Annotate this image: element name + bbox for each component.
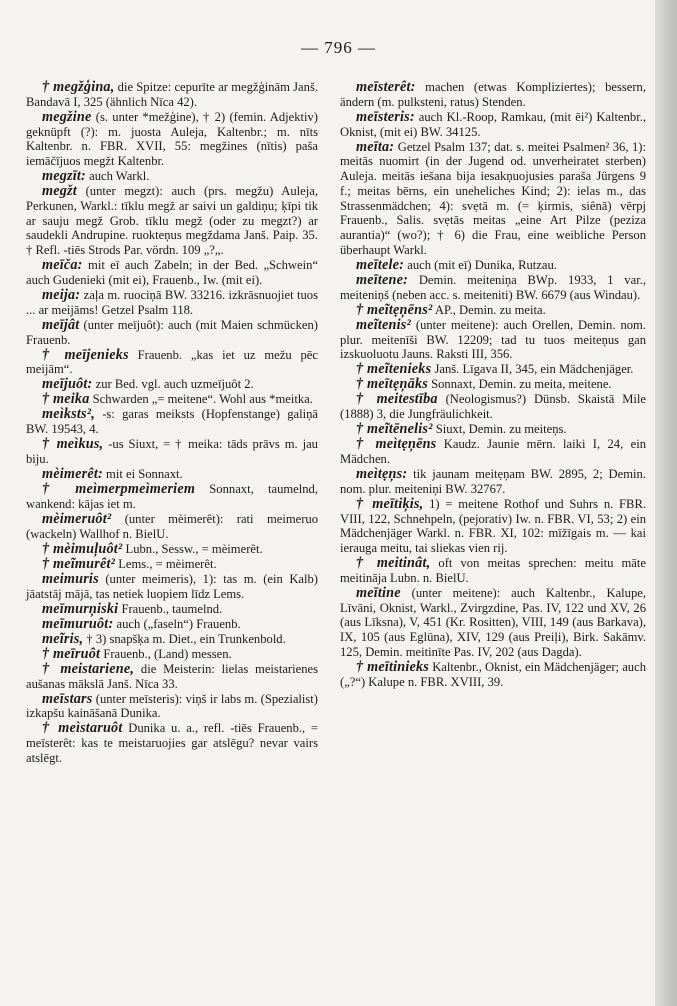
dictionary-entry [340,586,646,660]
entry-text: (unter meimeris), 1): tas m. (ein Kalb) jāatstāj mājā, tas netiek luopiem līdz Lems. [26,571,318,601]
entry-text: die Meisterin: lielas meistarienes aušanas mākslā Janš. Nīca 33. [26,661,318,691]
page-number: — 796 — [301,38,376,57]
dictionary-entry [340,110,646,140]
dictionary-entry [26,407,318,437]
entry-text: Sonnaxt, taumelnd, wankend: kājas iet m. [26,482,318,511]
entry-headword: † meika [42,391,90,408]
entry-headword: † meitestība [356,391,438,408]
entry-headword: meījuôt: [42,376,93,393]
entry-headword: † meītinieks [356,659,430,675]
entry-headword: meija: [42,286,81,303]
entry-text: Kaltenbr., Oknist, ein Mädchenjäger; auch („?“) Kalupe n. FBR. XVIII, 39. [340,660,646,689]
entry-headword: † meītiķis, [356,495,424,512]
entry-headword: meītele: [356,256,405,273]
dictionary-entry [340,140,646,258]
dictionary-entry [26,318,318,348]
entry-text: tik jaunam meitẹņam BW. 2895, 2; Demin. nom. plur. meiteniņi BW. 32767. [340,467,646,496]
dictionary-entry [26,557,318,572]
entry-headword: mèimerêt: [42,466,103,483]
entry-text: Lubn., Sessw., = mèimerêt. [122,541,263,556]
entry-text: Schwarden „= meitene“. Wohl aus *meitka. [89,392,313,407]
entry-headword: † meījenieks [42,346,129,363]
entry-headword: † meìmerpmeìmeriem [42,481,196,498]
entry-headword: meìtẹņs: [356,466,408,483]
entry-headword: megžt [42,183,77,200]
dictionary-entry [340,497,646,556]
dictionary-entry [340,392,646,422]
entry-text: Janš. Līgava II, 345, ein Mädchenjäger. [431,362,634,377]
entry-headword: † meīruôt [42,645,101,662]
entry-text: zur Bed. vgl. auch uzmeījuôt 2. [92,377,254,392]
entry-text: -us Siuxt, = † meika: tāds prāvs m. jau biju. [26,437,318,467]
dictionary-entry [26,110,318,169]
entry-text: (unter meījuôt): auch (mit Maien schmücken) Frauenb. [26,317,318,347]
dictionary-entry [26,467,318,482]
entry-headword: † meĩtēnelis² [356,421,433,438]
dictionary-entry [26,617,318,632]
dictionary-entry [26,348,318,378]
entry-text: (s. unter *mežģine), † 2) (femin. Adjektiv) geknüpft (?): m. juosta Auleja, Kaltenbr.; m. nīts Kaltenbr. n. FBR. XVII, 55: megžines (nītis) paša iemāčījuos megžt Kaltenbr. [26,109,318,169]
dictionary-entry [26,169,318,184]
entry-headword: † meistariene, [42,660,135,677]
entry-text: (unter meīsteris): viņš ir labs m. (Spezialist) izkapšu kaināšanā Dunika. [26,691,318,721]
entry-headword: meīmurņiski [42,600,119,617]
dictionary-entry [26,482,318,512]
right-column [340,80,646,690]
dictionary-entry [26,288,318,318]
entry-text: auch Kl.-Roop, Ramkau, (mit ēi²) Kaltenbr., Oknist, (mit ei) BW. 34125. [340,109,646,139]
entry-headword: meīstars [42,690,93,707]
dictionary-entry [340,362,646,377]
entry-text: † 3) snapšķa m. Diet., ein Trunkenbold. [83,631,286,646]
dictionary-entry [340,303,646,318]
dictionary-entry [26,377,318,392]
entry-headword: megžine [42,108,92,125]
dictionary-entry [340,80,646,110]
entry-headword: meĩris, [42,630,84,647]
entry-text: (unter megzt): auch (prs. megžu) Auleja, Perkunen, Warkl.: tīklu megž ar saivi un galdiņu; ķīpi tik ar sauju megž Grob. tīklu megž (oder zu megzt?) ar saudekli Andrupine. ruokteņus megždama Janš. Paip. 35. † Refl. -tiēs Strods Par. vördn. 109 „?„. [26,184,318,258]
entry-text: Frauenb., (Land) messen. [100,646,232,661]
entry-headword: † meĩtenieks [356,361,432,378]
dictionary-entry [26,721,318,765]
dictionary-entry [340,258,646,273]
entry-text: Kaudz. Jaunie mērn. laiki I, 24, ein Mädchen. [340,437,647,467]
entry-headword: megzīt: [42,168,86,185]
entry-headword: meĩtenis² [356,316,411,333]
dictionary-entry [340,422,646,437]
entry-headword: † megžģina, [42,79,115,95]
entry-headword: † mèimuļuôt² [42,540,123,557]
entry-text: machen (etwas Kompliziertes); bessern, ändern (m. pulksteni, ratus) Stenden. [340,80,646,109]
entry-text: (Neologismus?) Dünsb. Skaistā Mile (1888) 3, die Jungfräulichkeit. [340,392,646,422]
entry-text: AP., Demin. zu meita. [432,302,546,317]
entry-text: mit eī auch Zabeln; in der Bed. „Schwein“ auch Gudenieki (mit ei), Frauenb., Iw. (mit ei). [26,258,318,287]
dictionary-entry [26,392,318,407]
dictionary-entry [340,273,646,303]
entry-text: mit ei Sonnaxt. [102,467,183,482]
dictionary-entry [26,602,318,617]
entry-text: 1) = meitene Rothof und Suhrs n. FBR. VIII, 122, Schnehpeln, (pejorativ) Iw. n. FBR. VI, 53; 2) ein Mädchenjäger Warkl. n. FBR. XI, 102: mīžīgais m. — kai ierauga meitu, tai sliekas vien rij. [340,496,646,556]
entry-text: Dunika u. a., refl. -tiēs Frauenb., = meīsterêt: kas te meistaruojies gar atslēgu? nevar vairs atslēgt. [26,721,319,765]
entry-headword: meītene: [356,271,409,288]
dictionary-entry [26,258,318,288]
entry-text: (unter mèimerêt): rati meimeruo (wackeln) Wallhof n. BielU. [26,511,318,541]
entry-headword: meimuris [42,570,99,587]
dictionary-entry [26,80,318,110]
entry-text: Frauenb., taumelnd. [118,601,223,616]
page-edge [655,0,677,1006]
entry-text: Sonnaxt, Demin. zu meita, meitene. [427,377,612,392]
dictionary-entry [340,437,646,467]
entry-text: auch („faseln“) Frauenb. [113,616,241,631]
dictionary-entry [340,318,646,362]
entry-text: auch (mit eī) Dunika, Rutzau. [404,257,557,272]
dictionary-entry [26,632,318,647]
entry-headword: † meìkus, [42,436,104,453]
entry-headword: meīča: [42,257,83,274]
entry-headword: mèimeruôt² [42,510,112,527]
entry-headword: meīsterêt: [356,79,416,95]
dictionary-entry [26,662,318,692]
entry-text: -s: garas meiksts (Hopfenstange) galiņā BW. 19543, 4. [26,407,318,437]
entry-headword: † meĩtẹņēns² [356,301,433,318]
entry-headword: meìksts², [42,406,95,423]
entry-text: Getzel Psalm 137; dat. s. meitei Psalmen² 36, 1): meitās nuomirt (in der Jugend od. unverheiratet sterben) Auleja. meitās iešana bija iesakņuojusies paraša Jürgens 9 f.; meitas bērns, ein uneheliches Kind; 2): ielas m., das Strassenmädchen; 4): svẹtā m. (= ķirmis, siênā) vērpj Frauenb., Salis. svẹtās meitas „eine Art Pilze (peziza aurantia)“ (wo?); † 6) die Frau, eine weibliche Person überhaupt Warkl. [340,139,646,257]
entry-headword: meīmuruôt: [42,615,114,632]
dictionary-entry [26,692,318,722]
entry-headword: meīta: [356,138,395,155]
entry-headword: † meitinât, [356,555,431,572]
dictionary-entry [26,512,318,542]
entry-text: (unter meitene): auch Kaltenbr., Kalupe, Līvāni, Oknist, Warkl., Zvirgzdine, Pas. IV, 122 und XV, 26 (aus Līksna), V, 451 (Kr. Rositten), VIII, 149 (aus Barkava), IX, 105 (aus Eglūna), XIV, 129 (aus Preiļi), Birk. Sakāmv. 125, Demin. meitinīte Pas. IV, 202 (aus Dagda). [340,585,646,659]
dictionary-entry [26,647,318,662]
dictionary-entry [26,437,318,467]
left-column [26,80,318,766]
entry-text: Frauenb. „kas iet uz mežu pēc meijām“. [26,347,318,377]
dictionary-entry [26,542,318,557]
entry-text: Lems., = mèimerêt. [115,556,217,571]
entry-headword: † meītẹņāks [356,376,428,393]
entry-headword: meītine [356,584,401,601]
entry-text: zaļa m. ruociņā BW. 33216. izkrāsnuojiet tuos ... ar meijāms! Getzel Psalm 118. [26,287,318,317]
entry-headword: † meĩmurêt² [42,555,116,572]
entry-text: die Spitze: cepurīte ar megžģinām Janš. Bandavā I, 325 (ähnlich Nīca 42). [26,80,318,109]
dictionary-entry [340,467,646,497]
entry-headword: meīsteris: [356,108,415,125]
entry-text: auch Warkl. [85,169,150,184]
dictionary-entry [26,184,318,258]
dictionary-entry [26,572,318,602]
dictionary-entry [340,556,646,586]
entry-headword: † meìstaruôt [42,720,123,737]
dictionary-entry [340,377,646,392]
entry-headword: meījât [42,316,80,333]
entry-text: Demin. meiteniņa BWp. 1933, 1 var., meiteniņš (neben acc. s. meiteniti) BW. 6679 (aus Windau). [340,272,646,302]
entry-text: (unter meitene): auch Orellen, Demin. nom. plur. meitenīši BW. 12209; tad tu tuos meiteņus gan izskuoluotu Jauns. Raksti III, 356. [340,317,646,362]
entry-text: oft von meitas sprechen: meitu māte meitināja Lubn. n. BielU. [340,556,646,585]
entry-headword: † meìtẹņēns [356,436,437,453]
dictionary-entry [340,660,646,690]
entry-text: Siuxt, Demin. zu meiteņs. [432,422,567,437]
